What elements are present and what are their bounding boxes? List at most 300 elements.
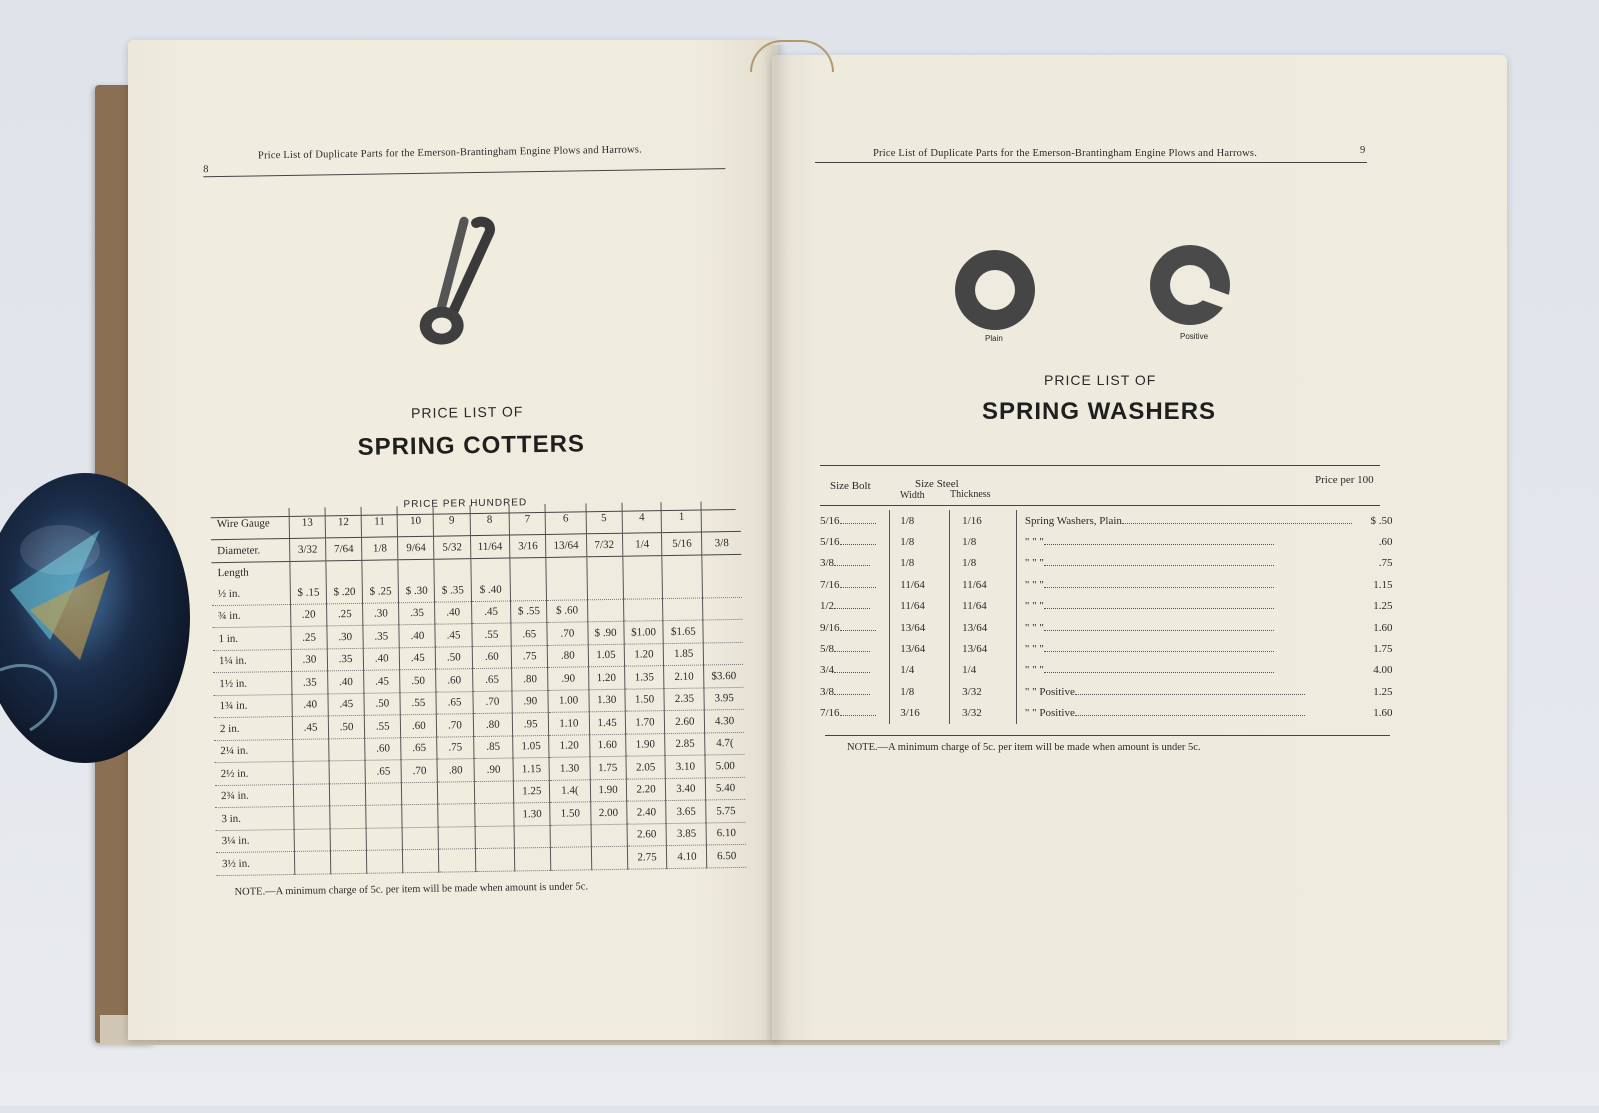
thickness-cell: 13/64 <box>950 638 1017 659</box>
price-cell: 1.35 <box>624 666 664 689</box>
price-cell: 1.20 <box>549 734 590 757</box>
price-cell: 1.90 <box>625 733 665 756</box>
description-cell: " " " <box>1016 574 1354 595</box>
diameter-cell: 7/32 <box>586 533 622 557</box>
diameter-cell: 3/32 <box>290 538 326 562</box>
table-row <box>820 638 1395 659</box>
price-cell: 1.4( <box>550 779 591 802</box>
width-cell: 1/4 <box>890 660 950 681</box>
price-cell: 1.75 <box>590 756 626 779</box>
diameter-label: Diameter. <box>211 538 290 562</box>
price-cell: 4.30 <box>705 709 745 732</box>
price-cell <box>587 599 623 622</box>
price-cell: 1.50 <box>625 688 665 711</box>
header-rule <box>203 168 725 177</box>
price-cell <box>663 598 703 621</box>
price-cell: .55 <box>471 623 511 646</box>
bolt-size-cell: 7/16 <box>820 703 890 724</box>
bolt-size-cell: 9/16 <box>820 617 890 638</box>
dot-leader <box>1044 536 1274 545</box>
empty-cell <box>362 560 398 581</box>
washer-price-table <box>820 510 1395 724</box>
dot-leader <box>840 579 876 588</box>
price-cell: 2.00 <box>590 801 626 824</box>
price-cell: $ .40 <box>471 579 511 602</box>
empty-cell <box>622 556 662 577</box>
price-cell: 6.50 <box>707 844 747 867</box>
price-cell <box>663 576 703 599</box>
dot-leader <box>834 600 870 609</box>
price-cell <box>474 780 514 803</box>
gauge-cell: 4 <box>622 502 662 533</box>
price-cell: .75 <box>511 645 547 668</box>
price-cell <box>331 850 367 873</box>
dot-leader <box>834 664 870 673</box>
price-cell: 3.85 <box>666 822 706 845</box>
price-cell <box>702 575 742 598</box>
length-cell: ¾ in. <box>212 604 291 628</box>
diameter-cell: 1/4 <box>622 533 662 557</box>
length-cell: 3¼ in. <box>216 829 295 853</box>
length-cell: 1 in. <box>212 626 291 650</box>
price-cell <box>623 598 663 621</box>
width-cell: 1/8 <box>890 531 950 552</box>
bolt-size-cell: 5/8 <box>820 638 890 659</box>
price-cell: .65 <box>436 691 472 714</box>
price-cell: 3.40 <box>666 777 706 800</box>
thickness-cell: 3/32 <box>950 681 1017 702</box>
price-cell <box>439 849 475 872</box>
price-cell: .65 <box>472 668 512 691</box>
width-cell: 1/8 <box>890 681 950 702</box>
caption-plain: Plain <box>985 334 1003 343</box>
empty-cell <box>546 557 587 578</box>
table-row <box>820 531 1395 552</box>
price-cell: 1.45 <box>589 711 625 734</box>
title-small-right: PRICE LIST OF <box>1044 372 1157 388</box>
bolt-size-cell: 7/16 <box>820 574 890 595</box>
washer-table-bottom-rule <box>825 735 1390 736</box>
diameter-cell: 5/16 <box>662 532 702 556</box>
price-cell: 1.60 <box>1373 621 1393 634</box>
price-cell <box>329 738 365 761</box>
price-cell: $ .90 <box>587 621 623 644</box>
running-head: Price List of Duplicate Parts for the Emerson-Brantingham Engine Plows and Harrows. <box>257 144 643 162</box>
dot-leader <box>840 622 876 631</box>
price-cell <box>438 781 474 804</box>
gauge-label: Wire Gauge <box>211 508 290 540</box>
price-cell: 3.65 <box>666 800 706 823</box>
price-cell <box>402 804 438 827</box>
page-title: SPRING COTTERS <box>357 430 586 461</box>
width-cell: 13/64 <box>890 638 950 659</box>
price-cell <box>703 619 743 642</box>
price-cell <box>330 828 366 851</box>
running-head-right: Price List of Duplicate Parts for the Emerson-Brantingham Engine Plows and Harrows. <box>873 148 1258 159</box>
price-cell <box>329 783 365 806</box>
width-cell: 13/64 <box>890 617 950 638</box>
dot-leader <box>840 515 876 524</box>
price-cell: 1.85 <box>664 642 704 665</box>
dot-leader <box>834 686 870 695</box>
price-cell <box>330 805 366 828</box>
price-cell: .65 <box>511 622 547 645</box>
price-cell: .40 <box>399 624 435 647</box>
price-cell: $ .15 <box>290 581 326 604</box>
price-cell: 1.30 <box>514 802 550 825</box>
thickness-cell: 3/32 <box>950 703 1017 724</box>
price-cell: 1.25 <box>514 780 550 803</box>
thickness-cell: 1/16 <box>950 510 1017 531</box>
price-cell <box>294 806 330 829</box>
bolt-size-cell: 3/4 <box>820 660 890 681</box>
price-cell: .50 <box>328 715 364 738</box>
price-cell <box>703 642 743 665</box>
price-cell: 5.75 <box>706 799 746 822</box>
price-cell: 1.90 <box>590 779 626 802</box>
price-cell: 6.10 <box>706 822 746 845</box>
thickness-cell: 1/8 <box>950 553 1017 574</box>
paperweight <box>0 470 200 765</box>
price-cell: .45 <box>400 647 436 670</box>
price-cell: $1.00 <box>624 621 664 644</box>
price-cell: 1.10 <box>549 712 590 735</box>
col-size-bolt: Size Bolt <box>830 480 871 492</box>
price-cell: .45 <box>364 670 400 693</box>
price-cell: $ .55 <box>511 600 547 623</box>
price-cell: .45 <box>471 601 511 624</box>
length-cell: 2¾ in. <box>215 784 294 808</box>
price-cell <box>475 825 515 848</box>
diameter-cell: 5/32 <box>434 536 470 560</box>
price-cell <box>546 577 587 600</box>
width-cell: 11/64 <box>890 574 950 595</box>
price-cell <box>551 847 592 870</box>
diameter-cell: 3/16 <box>510 534 546 558</box>
price-cell: $ .35 <box>435 579 471 602</box>
price-cell: .80 <box>437 759 473 782</box>
price-cell: 1.20 <box>624 643 664 666</box>
price-cell: .40 <box>363 647 399 670</box>
dot-leader <box>1044 600 1274 609</box>
price-cell: 1.15 <box>1373 578 1393 591</box>
price-cell: $1.65 <box>663 620 703 643</box>
price-cell <box>402 827 438 850</box>
price-cell: 1.75 <box>1373 643 1393 656</box>
price-cell: 2.85 <box>665 732 705 755</box>
price-cell: .30 <box>327 625 363 648</box>
price-cell: $ .25 <box>362 580 398 603</box>
price-cell <box>510 578 546 601</box>
description-cell: " " " <box>1016 617 1354 638</box>
empty-cell <box>434 559 470 580</box>
length-cell: 1¾ in. <box>213 694 292 718</box>
price-cell: 1.50 <box>550 802 591 825</box>
price-cell: .70 <box>437 714 473 737</box>
length-cell: 2¼ in. <box>214 739 293 763</box>
price-cell: 2.35 <box>664 687 704 710</box>
price-cell: .35 <box>327 648 363 671</box>
price-cell: .55 <box>400 692 436 715</box>
thickness-cell: 1/8 <box>950 531 1017 552</box>
length-cell: 1½ in. <box>213 671 292 695</box>
price-cell <box>515 847 551 870</box>
price-cell: .45 <box>292 716 328 739</box>
description-cell: " " " <box>1016 553 1354 574</box>
price-cell: 2.40 <box>626 801 666 824</box>
price-cell <box>438 804 474 827</box>
price-cell <box>550 824 591 847</box>
width-cell: 11/64 <box>890 596 950 617</box>
price-cell <box>438 826 474 849</box>
empty-cell <box>510 557 546 578</box>
description-cell: " " " <box>1016 531 1354 552</box>
price-cell: .35 <box>363 625 399 648</box>
price-cell <box>403 849 439 872</box>
price-cell <box>591 824 627 847</box>
price-cell: 3.10 <box>665 755 705 778</box>
washer-table-top-rule <box>820 465 1380 466</box>
gauge-cell: 5 <box>586 503 623 534</box>
price-cell: 2.10 <box>664 665 704 688</box>
price-cell: $ .30 <box>399 580 435 603</box>
length-cell: 2½ in. <box>215 761 294 785</box>
price-cell: 1.20 <box>588 666 624 689</box>
footnote: NOTE.—A minimum charge of 5c. per item will be made when amount is under 5c. <box>234 881 589 898</box>
width-cell: 1/8 <box>890 553 950 574</box>
price-cell: .40 <box>292 693 328 716</box>
empty-cell <box>398 559 434 580</box>
price-cell <box>703 597 743 620</box>
table-row <box>820 617 1395 638</box>
diameter-cell: 1/8 <box>362 537 398 561</box>
price-cell <box>474 803 514 826</box>
dot-leader <box>1044 664 1274 673</box>
price-cell: 1.00 <box>548 689 589 712</box>
price-cell: $ .50 <box>1370 514 1393 527</box>
footnote-right: NOTE.—A minimum charge of 5c. per item will be made when amount is under 5c. <box>847 742 1201 753</box>
price-cell: 5.40 <box>706 777 746 800</box>
price-cell <box>475 848 515 871</box>
price-cell: .70 <box>472 691 512 714</box>
empty-cell <box>702 554 742 575</box>
price-cell <box>366 827 402 850</box>
price-cell: 1.30 <box>588 689 624 712</box>
price-cell: .20 <box>291 603 327 626</box>
description-cell: " " " <box>1016 660 1354 681</box>
price-cell: .45 <box>328 693 364 716</box>
price-cell: .70 <box>547 622 588 645</box>
description-cell: Spring Washers, Plain <box>1016 510 1354 531</box>
dot-leader <box>840 536 876 545</box>
dot-leader <box>1122 515 1352 524</box>
header-rule-right <box>815 162 1367 163</box>
price-cell: .35 <box>292 671 328 694</box>
dot-leader <box>1075 707 1305 716</box>
dot-leader <box>840 707 876 716</box>
diameter-cell: 13/64 <box>546 534 587 558</box>
table-row <box>820 596 1395 617</box>
price-cell: 4.00 <box>1373 664 1393 677</box>
length-cell: 3½ in. <box>216 851 295 875</box>
price-cell: .60 <box>472 646 512 669</box>
price-cell <box>587 577 623 600</box>
description-cell: " " Positive <box>1016 681 1354 702</box>
price-cell: 3.95 <box>704 687 744 710</box>
gauge-cell: 11 <box>361 506 398 537</box>
price-cell: 1.30 <box>549 757 590 780</box>
price-cell: .60 <box>436 669 472 692</box>
empty-cell <box>290 561 326 582</box>
price-cell: 2.75 <box>627 846 667 869</box>
price-cell <box>294 828 330 851</box>
price-cell: .90 <box>474 758 514 781</box>
length-cell: ½ in. <box>212 582 291 605</box>
price-cell: .45 <box>435 624 471 647</box>
diameter-cell: 11/64 <box>470 535 510 559</box>
price-cell <box>623 576 663 599</box>
price-cell: 2.60 <box>627 823 667 846</box>
bolt-size-cell: 5/16 <box>820 531 890 552</box>
price-cell: .60 <box>1378 536 1393 549</box>
col-width: Width <box>900 490 925 501</box>
price-cell: .50 <box>400 669 436 692</box>
price-cell: .80 <box>548 644 589 667</box>
price-cell <box>591 846 627 869</box>
diameter-cell: 3/8 <box>702 531 742 555</box>
table-row <box>820 681 1395 702</box>
empty-cell <box>662 555 702 576</box>
price-cell: .30 <box>291 648 327 671</box>
diameter-cell: 7/64 <box>326 537 362 561</box>
price-cell: $ .60 <box>547 599 588 622</box>
price-cell <box>367 850 403 873</box>
price-cell: .85 <box>473 736 513 759</box>
bolt-size-cell: 3/8 <box>820 681 890 702</box>
price-cell: 1.15 <box>513 757 549 780</box>
price-cell: 1.25 <box>1373 685 1393 698</box>
table-row <box>820 703 1395 724</box>
price-cell: 5.00 <box>705 754 745 777</box>
price-cell: .75 <box>437 736 473 759</box>
thickness-cell: 11/64 <box>950 596 1017 617</box>
empty-cell <box>470 558 510 579</box>
dot-leader <box>834 643 870 652</box>
price-cell <box>293 738 329 761</box>
length-cell: 1¼ in. <box>213 649 292 673</box>
washer-table-head-rule <box>820 505 1380 506</box>
price-cell: 1.70 <box>625 711 665 734</box>
price-cell <box>293 761 329 784</box>
gauge-cell: 13 <box>289 507 326 538</box>
col-price: Price per 100 <box>1315 474 1374 486</box>
length-label: Length <box>217 566 249 580</box>
page-number: 8 <box>203 164 209 176</box>
price-cell: .80 <box>512 667 548 690</box>
price-cell: .75 <box>1378 557 1393 570</box>
price-cell: .80 <box>473 713 513 736</box>
caption-positive: Positive <box>1180 332 1209 341</box>
gauge-cell: 8 <box>470 505 510 536</box>
price-cell <box>514 825 550 848</box>
description-cell: " " " <box>1016 596 1354 617</box>
price-cell <box>366 782 402 805</box>
bolt-size-cell: 1/2 <box>820 596 890 617</box>
cotter-price-table <box>211 501 747 876</box>
price-cell: .60 <box>401 714 437 737</box>
table-row <box>820 510 1395 531</box>
price-cell: $ .20 <box>326 581 362 604</box>
dot-leader <box>1044 622 1274 631</box>
thickness-cell: 1/4 <box>950 660 1017 681</box>
gauge-cell <box>701 501 741 532</box>
diameter-cell: 9/64 <box>398 536 434 560</box>
price-cell: 2.20 <box>626 778 666 801</box>
gauge-cell: 9 <box>433 505 470 536</box>
gauge-cell: 12 <box>325 507 362 538</box>
gauge-cell: 10 <box>397 506 434 537</box>
length-cell: 2 in. <box>214 716 293 740</box>
price-cell: 2.05 <box>626 756 666 779</box>
price-cell: .60 <box>365 737 401 760</box>
price-cell: .50 <box>436 646 472 669</box>
dot-leader <box>1075 686 1305 695</box>
length-cell: 3 in. <box>215 806 294 830</box>
page-title-right: SPRING WASHERS <box>982 398 1217 425</box>
bolt-size-cell: 5/16 <box>820 510 890 531</box>
thickness-cell: 11/64 <box>950 574 1017 595</box>
price-cell: 1.25 <box>1373 600 1393 613</box>
price-cell: .35 <box>399 602 435 625</box>
price-cell: 2.60 <box>665 710 705 733</box>
cotter-pin-illustration <box>404 215 506 352</box>
price-cell: .95 <box>512 712 548 735</box>
table-row <box>820 574 1395 595</box>
empty-cell <box>586 556 622 577</box>
table-row <box>820 553 1395 574</box>
table-caption: PRICE PER HUNDRED <box>403 497 528 511</box>
col-thickness: Thickness <box>950 489 991 500</box>
col-size-steel: Size Steel <box>915 478 959 490</box>
price-cell: .30 <box>363 602 399 625</box>
title-small: PRICE LIST OF <box>410 403 524 422</box>
gauge-cell: 1 <box>661 502 701 533</box>
price-cell <box>293 783 329 806</box>
price-cell <box>402 782 438 805</box>
price-cell: .65 <box>401 737 437 760</box>
price-cell: .50 <box>364 692 400 715</box>
price-cell: .65 <box>365 760 401 783</box>
price-cell <box>329 760 365 783</box>
price-cell: .25 <box>327 603 363 626</box>
gauge-cell: 7 <box>509 504 546 535</box>
price-cell: .40 <box>435 601 471 624</box>
bolt-size-cell: 3/8 <box>820 553 890 574</box>
price-cell: 1.60 <box>589 734 625 757</box>
gauge-cell: 6 <box>545 503 586 534</box>
empty-cell <box>326 560 362 581</box>
price-cell <box>366 805 402 828</box>
price-cell <box>294 851 330 874</box>
price-cell: .40 <box>328 670 364 693</box>
price-cell: $3.60 <box>704 664 744 687</box>
table-row <box>820 660 1395 681</box>
page-number-right: 9 <box>1360 145 1366 156</box>
price-cell: 4.10 <box>667 845 707 868</box>
price-cell: 1.05 <box>588 644 624 667</box>
price-cell: .25 <box>291 626 327 649</box>
width-cell: 3/16 <box>890 703 950 724</box>
